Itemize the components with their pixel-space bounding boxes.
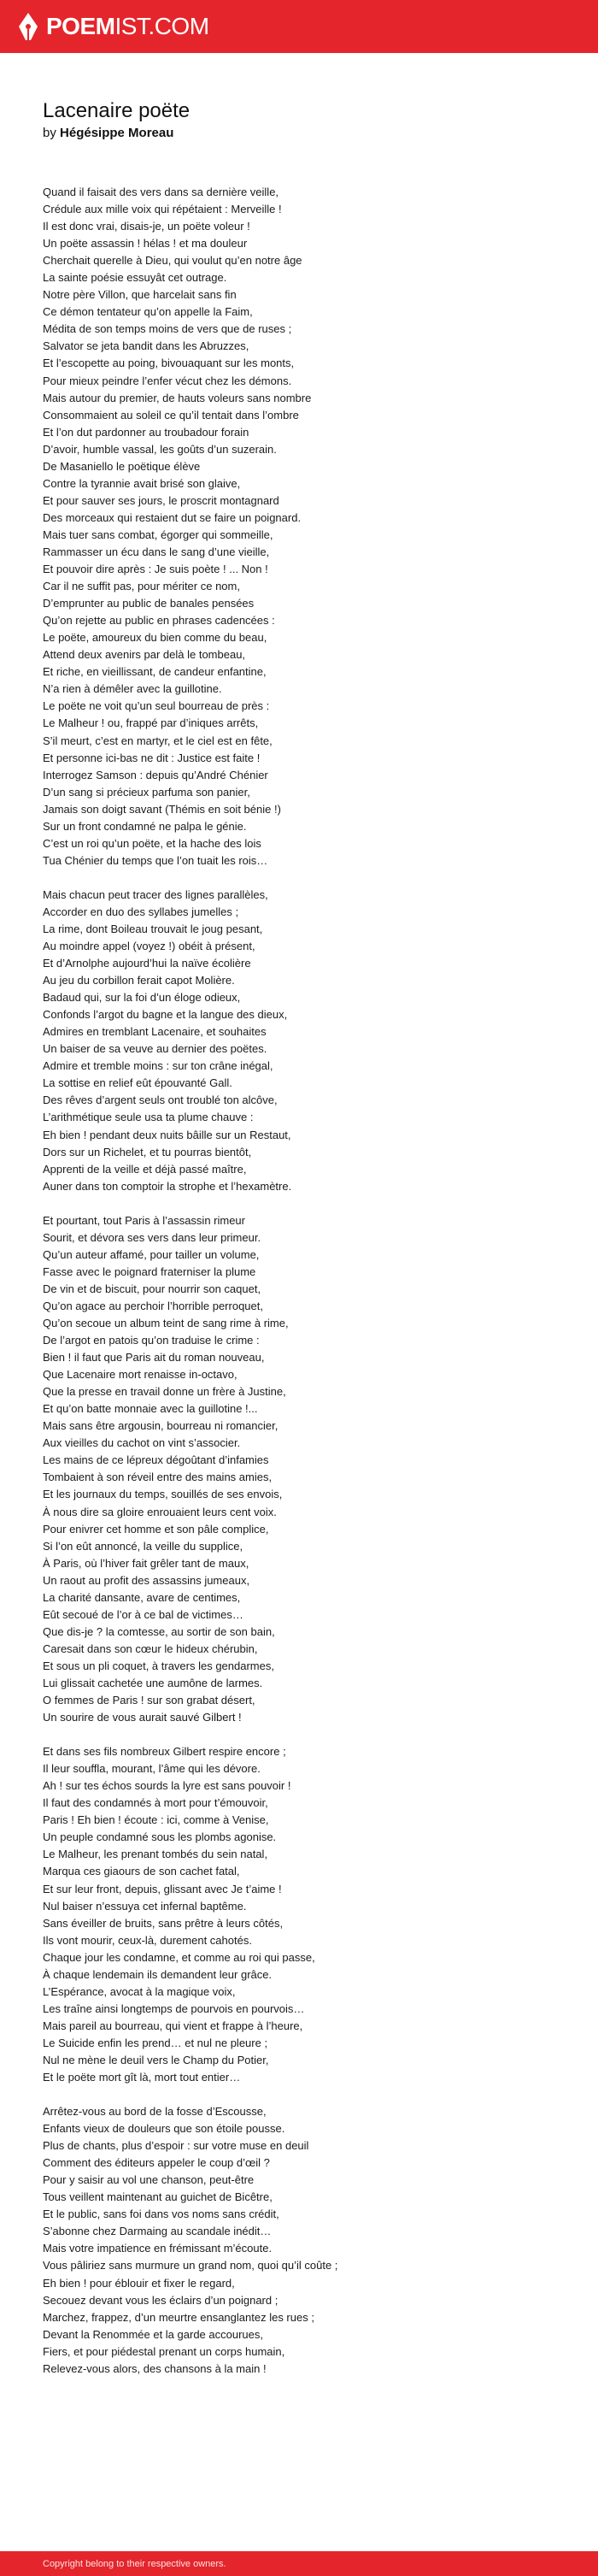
poem-line: Et le poëte mort gît là, mort tout entier… [43, 2071, 241, 2084]
copyright-notice: Copyright belong to their respective owners. [43, 2559, 226, 2569]
poem-line: Et sur leur front, depuis, glissant avec Je t’aime ! [43, 1882, 282, 1895]
poem-line: Arrêtez-vous au bord de la fosse d’Escousse, [43, 2105, 267, 2119]
poem-line: Il leur souffla, mourant, l’âme qui les dévore. [43, 1762, 261, 1776]
poem-line: Bien ! il faut que Paris ait du roman nouveau, [43, 1351, 265, 1365]
poem-line: Eh bien ! pendant deux nuits bâille sur un Restaut, [43, 1128, 291, 1141]
poem-line: La rime, dont Boileau trouvait le joug pesant, [43, 922, 263, 935]
poem-line: De l’argot en patois qu’on traduise le crime : [43, 1334, 260, 1347]
poem-line: Aux vieilles du cachot on vint s’associer. [43, 1436, 241, 1450]
poem-line: Attend deux avenirs par delà le tombeau, [43, 648, 246, 662]
poem-line: Rammasser un écu dans le sang d’une vieille, [43, 545, 270, 558]
poem-line: Nul baiser n’essuya cet infernal baptême. [43, 1899, 247, 1913]
poem-line: N’a rien à démêler avec la guillotine. [43, 682, 222, 696]
poem-line: Sans éveiller de bruits, sans prêtre à leurs côtés, [43, 1916, 284, 1930]
poem-line: Et les journaux du temps, souillés de ses envois, [43, 1488, 283, 1501]
poem-line: Marqua ces giaours de son cachet fatal, [43, 1865, 240, 1878]
poem-line: À Paris, où l’hiver fait grêler tant de maux, [43, 1556, 249, 1570]
poem-line: Le Malheur ! ou, frappé par d’iniques arrêts, [43, 716, 259, 730]
poem-line: Que Lacenaire mort renaisse in-octavo, [43, 1368, 237, 1382]
poem-line: L’Espérance, avocat à la magique voix, [43, 1984, 236, 1998]
poem-line: Et pourtant, tout Paris à l’assassin rimeur [43, 1213, 245, 1227]
poem-line: Et riche, en vieillissant, de candeur enfantine, [43, 665, 267, 679]
poem-line: Fiers, et pour piédestal prenant un corps humain, [43, 2344, 285, 2358]
poem-line: Eh bien ! pour éblouir et fixer le regard, [43, 2276, 235, 2290]
poem-line: De Masaniello le poëtique élève [43, 459, 201, 473]
footer [0, 2551, 598, 2576]
poem-line: Mais votre impatience en frémissant m’écoute. [43, 2242, 273, 2255]
poem-line: Et dans ses fils nombreux Gilbert respire encore ; [43, 1745, 286, 1759]
poem-line: Jamais son doigt savant (Thémis en soit bénie !) [43, 802, 281, 816]
poem-line: Et personne ici-bas ne dit : Justice est faite ! [43, 751, 261, 764]
poem-body [43, 184, 572, 2395]
poem-line: Pour y saisir au vol une chanson, peut-être [43, 2173, 255, 2187]
stanza [43, 1212, 572, 1726]
byline [43, 125, 555, 142]
poem-line: Mais chacun peut tracer des lignes parallèles, [43, 887, 268, 901]
poem-line: La sainte poésie essuyât cet outrage. [43, 271, 227, 285]
poem-line: Car il ne suffit pas, pour mériter ce nom, [43, 580, 240, 593]
poem-line: Ce démon tentateur qu’on appelle la Faim, [43, 305, 253, 319]
poem-line: La sottise en relief eût épouvanté Gall. [43, 1076, 232, 1090]
poem-line: Admire et tremble moins : sur ton crâne inégal, [43, 1059, 273, 1073]
poem-line: Mais tuer sans combat, égorger qui sommeille, [43, 528, 273, 541]
poem-line: Vous pâliriez sans murmure un grand nom, quoi qu’il coûte ; [43, 2259, 338, 2272]
poem-line: Le Suicide enfin les prend… et nul ne pleure ; [43, 2036, 268, 2049]
poem-line: Si l’on eût annoncé, la veille du supplice, [43, 1539, 243, 1553]
stanza [43, 184, 572, 869]
poem-line: Devant la Renommée et la garde accourues, [43, 2327, 263, 2341]
poem-line: Mais autour du premier, de hauts voleurs sans nombre [43, 391, 312, 404]
poem-line: Un peuple condamné sous les plombs agonise. [43, 1830, 277, 1844]
poem-line: S’il meurt, c’est en martyr, et le ciel est en fête, [43, 734, 273, 747]
poem-line: Marchez, frappez, d’un meurtre ensanglantez les rues ; [43, 2310, 314, 2324]
poem-line: Dors sur un Richelet, et tu pourras bientôt, [43, 1145, 252, 1158]
poem-line: Fasse avec le poignard fraterniser la plume [43, 1264, 256, 1278]
stanza [43, 1743, 572, 2086]
poem-line: Mais sans être argousin, bourreau ni romancier, [43, 1419, 278, 1433]
poem-line: Le poëte, amoureux du bien comme du beau, [43, 631, 267, 645]
poem-line: Tous veillent maintenant au guichet de Bicêtre, [43, 2190, 273, 2204]
poem-line: Chaque jour les condamne, et comme au roi qui passe, [43, 1950, 315, 1964]
author-link[interactable]: Hégésippe Moreau [60, 126, 174, 140]
poem-line: Nul ne mène le deuil vers le Champ du Potier, [43, 2053, 269, 2066]
poem-line: Relevez-vous alors, des chansons à la main ! [43, 2361, 267, 2375]
poem-line: Et sous un pli coquet, à travers les gendarmes, [43, 1659, 274, 1672]
poem-line: Secouez devant vous les éclairs d’un poignard ; [43, 2293, 278, 2307]
poem-line: Qu’on secoue un album teint de sang rime à rime, [43, 1317, 289, 1329]
poem-line: Cherchait querelle à Dieu, qui voulut qu’en notre âge [43, 254, 302, 268]
poem-line: Admires en tremblant Lacenaire, et souhaites [43, 1025, 267, 1039]
poem-line: Et pour sauver ses jours, le proscrit montagnard [43, 493, 279, 507]
site-logo[interactable] [17, 12, 209, 41]
poem-line: Des rêves d’argent seuls ont troublé ton alcôve, [43, 1093, 278, 1107]
poem-line: À nous dire sa gloire enrouaient leurs cent voix. [43, 1505, 277, 1518]
poem-line: O femmes de Paris ! sur son grabat désert, [43, 1694, 255, 1707]
poem-line: D’un sang si précieux parfuma son panier, [43, 785, 250, 799]
poem-line: Ils vont mourir, ceux-là, durement cahotés. [43, 1933, 252, 1947]
poem-line: Les traîne ainsi longtemps de pourvois en pourvois… [43, 2001, 305, 2015]
poem-line: Au moindre appel (voyez !) obéit à présent, [43, 940, 255, 953]
poem-line: Eût secoué de l’or à ce bal de victimes… [43, 1607, 243, 1621]
poem-line: Pour mieux peindre l’enfer vécut chez les démons. [43, 374, 292, 387]
poem-line: Pour enivrer cet homme et son pâle complice, [43, 1522, 269, 1536]
poem-line: Un baiser de sa veuve au dernier des poëtes. [43, 1042, 267, 1056]
poem-line: Médita de son temps moins de vers que de ruses ; [43, 322, 292, 336]
poem-line: Paris ! Eh bien ! écoute : ici, comme à Venise, [43, 1813, 269, 1827]
poem-line: De vin et de biscuit, pour nourrir son caquet, [43, 1282, 261, 1295]
poem-line: Crédule aux mille voix qui répétaient : Merveille ! [43, 203, 282, 216]
by-label: by [43, 126, 56, 140]
poem-line: Et l’on dut pardonner au troubadour forain [43, 425, 249, 439]
poem-line: L’arithmétique seule usa ta plume chauve : [43, 1111, 254, 1124]
poem-line: Quand il faisait des vers dans sa dernière veille, [43, 186, 279, 198]
poem-line: Notre père Villon, que harcelait sans fin [43, 288, 237, 302]
poem-line: Sur un front condamné ne palpa le génie. [43, 819, 247, 833]
poem-line: Enfants vieux de douleurs que son étoile pousse. [43, 2122, 285, 2136]
top-bar [0, 0, 598, 53]
poem-line: C’est un roi qu’un poëte, et la hache des lois [43, 836, 261, 850]
poem-line: Et l’escopette au poing, bivouaquant sur les monts, [43, 357, 295, 370]
pen-nib-icon [17, 12, 39, 41]
poem-line: Il est donc vrai, disais-je, un poëte voleur ! [43, 220, 250, 233]
poem-line: Apprenti de la veille et déjà passé maître, [43, 1162, 247, 1176]
poem-line: La charité dansante, avare de centimes, [43, 1590, 241, 1604]
poem-line: Tua Chénier du temps que l’on tuait les rois… [43, 853, 268, 867]
poem-line: Confonds l’argot du bagne et la langue des dieux, [43, 1008, 288, 1022]
poem-line: Mais pareil au bourreau, qui vient et frappe à l’heure, [43, 2019, 303, 2032]
poem-line: Auner dans ton comptoir la strophe et l’hexamètre. [43, 1179, 292, 1193]
logo-text-bold: POEM [46, 13, 115, 39]
poem-line: Et qu’on batte monnaie avec la guillotine !... [43, 1402, 258, 1416]
poem-line: Le Malheur, les prenant tombés du sein natal, [43, 1848, 268, 1861]
poem-line: Que la presse en travail donne un frère à Justine, [43, 1385, 286, 1399]
poem-line: Accorder en duo des syllabes jumelles ; [43, 905, 239, 918]
site-logo-text [46, 12, 209, 41]
poem-line: Au jeu du corbillon ferait capot Molière. [43, 974, 235, 987]
poem-line: Un sourire de vous aurait sauvé Gilbert ! [43, 1711, 242, 1724]
poem-line: Et pouvoir dire après : Je suis poète ! ... Non ! [43, 563, 268, 576]
poem-line: Qu’on agace au perchoir l’horrible perroquet, [43, 1299, 263, 1312]
poem-line: Consommaient au soleil ce qu’il tentait dans l’ombre [43, 408, 299, 421]
poem-line: Sourit, et dévora ses vers dans leur primeur. [43, 1230, 261, 1244]
poem-line: D’avoir, humble vassal, les goûts d’un suzerain. [43, 442, 277, 456]
poem-line: Ah ! sur tes échos sourds la lyre est sans pouvoir ! [43, 1779, 291, 1793]
poem-line: S’abonne chez Darmaing au scandale inédit… [43, 2225, 272, 2238]
poem-line: Qu’un auteur affamé, pour tailler un volume, [43, 1247, 260, 1261]
poem-line: Il faut des condamnés à mort pour t’émouvoir, [43, 1796, 268, 1810]
poem-line: Un poëte assassin ! hélas ! et ma douleur [43, 237, 248, 251]
poem-line: Qu’on rejette au public en phrases cadencées : [43, 614, 275, 628]
poem-line: Plus de chants, plus d’espoir : sur votre muse en deuil [43, 2139, 309, 2153]
poem-line: Les mains de ce lépreux dégoûtant d’infamies [43, 1453, 269, 1467]
logo-text-light: IST.COM [114, 13, 209, 39]
poem-line: Le poëte ne voit qu’un seul bourreau de près : [43, 699, 270, 713]
poem-header [43, 99, 555, 142]
poem-line: Salvator se jeta bandit dans les Abruzzes, [43, 339, 249, 353]
poem-line: Caresait dans son cœur le hideux chérubin, [43, 1642, 258, 1655]
poem-line: Interrogez Samson : depuis qu’André Chénier [43, 768, 268, 781]
poem-line: Lui glissait cachetée une aumône de larmes. [43, 1676, 263, 1689]
poem-line: Tombaient à son réveil entre des mains amies, [43, 1471, 273, 1484]
poem-line: Contre la tyrannie avait brisé son glaive, [43, 476, 241, 490]
stanza [43, 2103, 572, 2378]
poem-line: Un raout au profit des assassins jumeaux, [43, 1573, 250, 1587]
poem-line: D’emprunter au public de banales pensées [43, 597, 255, 610]
poem-line: Comment des éditeurs appeler le coup d’œil ? [43, 2156, 270, 2170]
poem-line: À chaque lendemain ils demandent leur grâce. [43, 1967, 273, 1981]
poem-title: Lacenaire poëte [43, 99, 191, 122]
stanza [43, 887, 572, 1195]
poem-line: Des morceaux qui restaient dut se faire un poignard. [43, 510, 302, 524]
poem-line: Et le public, sans foi dans vos noms sans crédit, [43, 2208, 279, 2221]
poem-line: Que dis-je ? la comtesse, au sortir de son bain, [43, 1624, 275, 1638]
poem-line: Badaud qui, sur la foi d’un éloge odieux, [43, 991, 241, 1005]
poem-line: Et d’Arnolphe aujourd’hui la naïve écolière [43, 957, 251, 970]
